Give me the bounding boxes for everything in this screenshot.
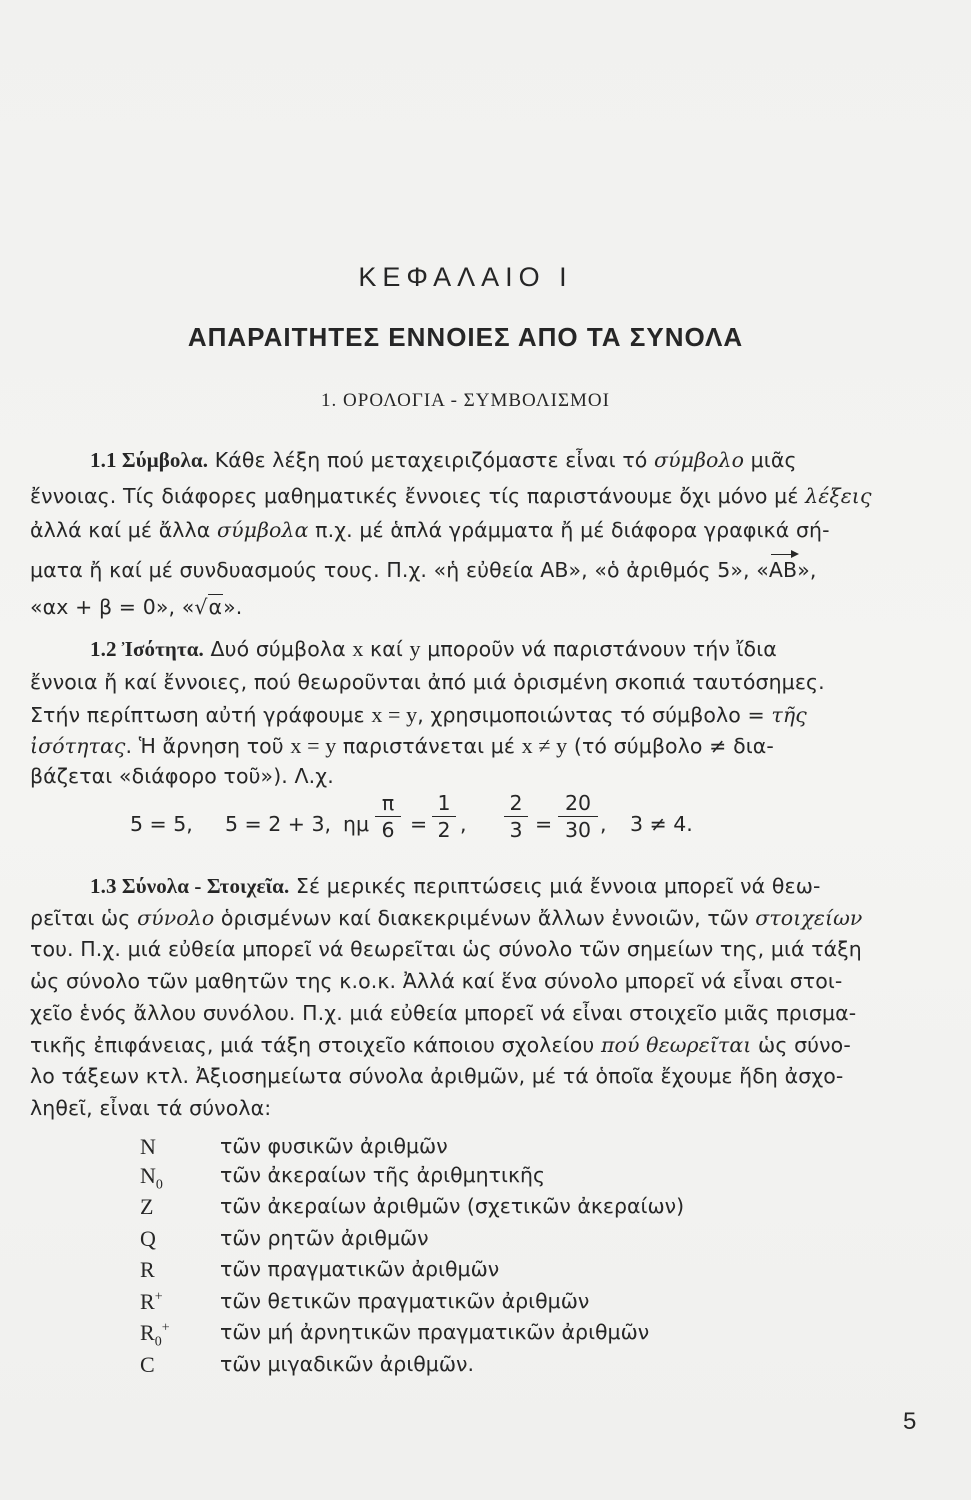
paragraph-1-2-line-1: 1.2 Ἰσότητα. Δυό σύμβολα x καί y μποροῦν νά παριστάνουν τήν ἴδια <box>90 636 777 661</box>
paragraph-1-3-line-6: τικῆς ἐπιφάνειας, μιά τάξη στοιχεῖο κάποιου σχολείου πού θεωρεῖται ὡς σύνο- <box>30 1033 851 1057</box>
book-page: ΚΕΦΑΛΑΙΟ Ι ΑΠΑΡΑΙΤΗΤΕΣ ΕΝΝΟΙΕΣ ΑΠΟ ΤΑ ΣΥΝΟΛΑ 1. ΟΡΟΛΟΓΙΑ - ΣΥΜΒΟΛΙΣΜΟΙ 1.1 Σύμβολα. Κάθε λέξη πού μεταχειριζόμαστε εἶναι τό σύμβολο μιᾶς ἔννοιας. Τίς διάφορες μαθηματικές ἔννοιες τίς παριστάνουμε ὄχι μόνο μέ λέξεις ἀλλά καί μέ ἄλλα σύμβολα π.χ. μέ ἁπλά γράμματα ἤ μέ διάφορα γραφικά σή- ματα ἤ καί μέ συνδυασμούς τους. Π.χ. «ἡ εὐθεία ΑΒ», «ὁ ἀριθμός 5», «ΑΒ», «αx + β = 0», «√α». 1.2 Ἰσότητα. Δυό σύμβολα x καί y μποροῦν νά παριστάνουν τήν ἴδια ἔννοια ἤ καί ἔννοιες, πού θεωροῦνται ἀπό μιά ὁρισμένη σκοπιά ταυτόσημες. Στήν περίπτωση αὐτή γράφουμε x = y, χρησιμοποιώντας τό σύμβολο = τῆς ἰσότητας. Ἡ ἄρνηση τοῦ x = y παριστάνεται μέ x ≠ y (τό σύμβολο ≠ δια- βάζεται «διάφορο τοῦ»). Λ.χ. 5 = 5, 5 = 2 + 3, ημ $\frac{\pi}{6}$ = $\frac{1}{2}$ , $\frac{2}{3}$ = $\frac{20}{30}$ , 3 ≠ 4. 1.3 Σύνολα - Στοιχεῖα. Σέ μερικές περιπτώσεις μιά ἔννοια μπορεῖ νά θεω- ρεῖται ὡς σύνολο ὁρισμένων καί διακεκριμένων ἄλλων ἐννοιῶν, τῶν στοιχείων του. Π.χ. μιά εὐθεία μπορεῖ νά θεωρεῖται ὡς σύνολο τῶν σημείων της, μιά τάξη ὡς σύνολο τῶν μαθητῶν της κ.ο.κ. Ἀλλά καί ἕνα σύνολο μπορεῖ νά εἶναι στοι- χεῖο ἑνός ἄλλου συνόλου. Π.χ. μιά εὐθεία μπορεῖ νά εἶναι στοιχεῖο μιᾶς πρισμα- τικῆς ἐπιφάνειας, μιά τάξη στοιχεῖο κάποιου σχολείου πού θεωρεῖται ὡς σύνο- λο τάξεων κτλ. Ἀξιοσημείωτα σύνολα ἀριθμῶν, μέ τά ὁποῖα ἔχουμε ἤδη ἀσχο- ληθεῖ, εἶναι τά σύνολα: N τῶν φυσικῶν ἀριθμῶν $N_0$ τῶν ἀκεραίων τῆς ἀριθμητικῆς Z τῶν ἀκεραίων ἀριθμῶν (σχετικῶν ἀκεραίων) Q τῶν ρητῶν ἀριθμῶν R τῶν πραγματικῶν ἀριθμῶν R+ τῶν θετικῶν πραγματικῶν ἀριθμῶν $R_0^+$ τῶν μή ἀρνητικῶν πραγματικῶν ἀριθμῶν C τῶν μιγαδικῶν ἀριθμῶν. 5 <box>0 0 971 1500</box>
subsection-heading: 1.3 Σύνολα - Στοιχεῖα. <box>90 874 290 898</box>
page-number: 5 <box>903 1408 917 1435</box>
fraction-20-30: $\frac{20}{30}$ <box>558 790 598 843</box>
fraction-1-2: $\frac{1}{2}$ <box>432 790 456 843</box>
subsection-heading: 1.1 Σύμβολα. <box>90 448 209 472</box>
paragraph-1-1-line-4: ματα ἤ καί μέ συνδυασμούς τους. Π.χ. «ἡ εὐθεία ΑΒ», «ὁ ἀριθμός 5», «ΑΒ», <box>30 558 817 582</box>
formula-part: , <box>600 812 607 836</box>
paragraph-1-3-line-1: 1.3 Σύνολα - Στοιχεῖα. Σέ μερικές περιπτώσεις μιά ἔννοια μπορεῖ νά θεω- <box>90 874 821 898</box>
sqrt-alpha: α <box>208 595 223 619</box>
section-title: 1. ΟΡΟΛΟΓΙΑ - ΣΥΜΒΟΛΙΣΜΟΙ <box>321 390 610 411</box>
formula-part: ημ <box>343 812 370 836</box>
paragraph-1-3-line-3: του. Π.χ. μιά εὐθεία μπορεῖ νά θεωρεῖται ὡς σύνολο τῶν σημείων της, μιά τάξη <box>30 937 862 961</box>
vector-ab: ΑΒ <box>768 558 798 582</box>
formula-part: = <box>535 812 553 836</box>
formula-part: 5 = 2 + 3, <box>225 812 332 836</box>
fraction-pi-6: $\frac{\pi}{6}$ <box>375 790 401 843</box>
paragraph-1-1-line-3: ἀλλά καί μέ ἄλλα σύμβολα π.χ. μέ ἁπλά γράμματα ἤ μέ διάφορα γραφικά σή- <box>30 518 830 542</box>
formula-part: = <box>410 812 428 836</box>
fraction-2-3: $\frac{2}{3}$ <box>504 790 528 843</box>
paragraph-1-3-line-7: λο τάξεων κτλ. Ἀξιοσημείωτα σύνολα ἀριθμῶν, μέ τά ὁποῖα ἔχουμε ἤδη ἀσχο- <box>30 1064 844 1088</box>
paragraph-1-2-line-5: βάζεται «διάφορο τοῦ»). Λ.χ. <box>30 764 334 788</box>
chapter-title: ΑΠΑΡΑΙΤΗΤΕΣ ΕΝΝΟΙΕΣ ΑΠΟ ΤΑ ΣΥΝΟΛΑ <box>187 322 744 352</box>
paragraph-1-2-line-3: Στήν περίπτωση αὐτή γράφουμε x = y, χρησιμοποιώντας τό σύμβολο = τῆς <box>30 702 807 727</box>
paragraph-1-3-line-8: ληθεῖ, εἶναι τά σύνολα: <box>30 1096 272 1120</box>
subsection-heading: 1.2 Ἰσότητα. <box>90 637 204 661</box>
paragraph-1-1-line-1: 1.1 Σύμβολα. Κάθε λέξη πού μεταχειριζόμαστε εἶναι τό σύμβολο μιᾶς <box>90 448 797 472</box>
paragraph-1-3-line-2: ρεῖται ὡς σύνολο ὁρισμένων καί διακεκριμένων ἄλλων ἐννοιῶν, τῶν στοιχείων <box>30 906 863 930</box>
paragraph-1-1-line-2: ἔννοιας. Τίς διάφορες μαθηματικές ἔννοιες τίς παριστάνουμε ὄχι μόνο μέ λέξεις <box>30 484 872 508</box>
paragraph-1-1-line-5: «αx + β = 0», «√α». <box>30 595 243 619</box>
paragraph-1-3-line-5: χεῖο ἑνός ἄλλου συνόλου. Π.χ. μιά εὐθεία μπορεῖ νά εἶναι στοιχεῖο μιᾶς πρισμα- <box>30 1001 857 1025</box>
paragraph-1-2-line-2: ἔννοια ἤ καί ἔννοιες, πού θεωροῦνται ἀπό μιά ὁρισμένη σκοπιά ταυτόσημες. <box>30 670 825 694</box>
formula-part: 3 ≠ 4. <box>630 812 693 836</box>
formula-part: , <box>460 812 467 836</box>
paragraph-1-3-line-4: ὡς σύνολο τῶν μαθητῶν της κ.ο.κ. Ἀλλά καί ἕνα σύνολο μπορεῖ νά εἶναι στοι- <box>30 969 843 993</box>
paragraph-1-2-line-4: ἰσότητας. Ἡ ἄρνηση τοῦ x = y παριστάνεται μέ x ≠ y (τό σύμβολο ≠ δια- <box>30 733 774 758</box>
formula-part: 5 = 5, <box>130 812 193 836</box>
chapter-label: ΚΕΦΑΛΑΙΟ Ι <box>358 262 573 292</box>
